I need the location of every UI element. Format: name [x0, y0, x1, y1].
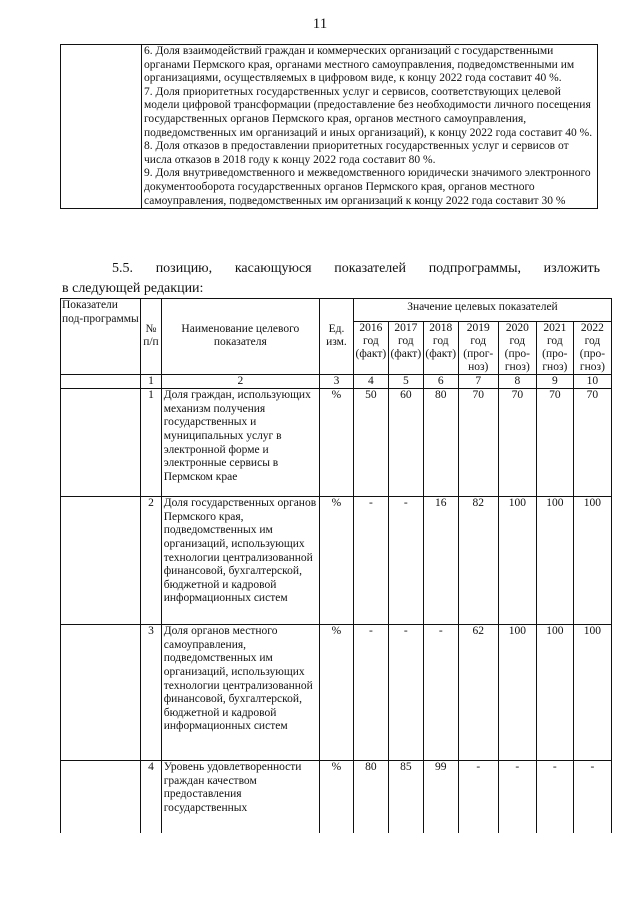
- section-lead: [62, 259, 600, 299]
- header-year-part: (факт): [355, 347, 387, 360]
- indicator-value: -: [353, 497, 388, 625]
- header-subprogram: Показатели под-программы: [61, 299, 141, 375]
- lead-word: касающуюся: [234, 261, 312, 276]
- previous-table-fragment: [60, 44, 598, 209]
- header-year-part: год: [432, 334, 449, 347]
- indicator-value: 70: [498, 389, 536, 497]
- row-number: 2: [141, 497, 162, 625]
- previous-table-blank-cell: [61, 45, 142, 209]
- previous-table-text-cell: [142, 45, 598, 209]
- indicator-name: Доля государственных органов Пермского края, подведомственных им организаций, использующих технологии централизованной финансовой, бухгалтерской, бюджетной и кадровой информационных систем: [161, 497, 319, 625]
- subprogram-cell: [61, 761, 141, 833]
- indicator-value: 82: [458, 497, 498, 625]
- lead-word: показателей: [334, 261, 406, 276]
- row-number: 1: [141, 389, 162, 497]
- indicators-table: [60, 298, 612, 833]
- indicator-value: 62: [458, 625, 498, 761]
- lead-word: подпрограммы,: [428, 261, 521, 276]
- header-year-part: (про-гноз): [542, 347, 568, 373]
- indicator-unit: %: [320, 761, 354, 833]
- header-year-2020: [498, 321, 536, 374]
- indicator-value: -: [388, 497, 423, 625]
- row-number: 3: [141, 625, 162, 761]
- header-year-2017: [388, 321, 423, 374]
- indicator-name: Доля граждан, использующих механизм получения государственных и муниципальных услуг в электронной форме и электронные сервисы в Пермском крае: [161, 389, 319, 497]
- indicator-value: -: [573, 761, 611, 833]
- indicator-text-7: 7. Доля приоритетных государственных услуг и сервисов, соответствующих целевой модели цифровой трансформации (предоставление без необходимости личного посещения государственных органов Пермского края, органов местного самоуправления, подведомственных им организаций и иных организаций), к концу 2022 года составит 40 %.: [144, 85, 593, 139]
- header-year-part: (факт): [390, 347, 422, 360]
- table-row: [61, 389, 612, 497]
- indicator-value: 100: [573, 497, 611, 625]
- header-number: № п/п: [141, 299, 162, 375]
- indicator-value: -: [388, 625, 423, 761]
- lead-word: позицию,: [155, 261, 213, 276]
- indicator-text-9: 9. Доля внутриведомственного и межведомственного юридически значимого электронного документооборота государственных органов Пермского края, органов местного самоуправления, подведомственных им организаций к концу 2022 года составит 30 %: [144, 167, 591, 207]
- header-year-2021: [536, 321, 573, 374]
- indicator-value: 80: [353, 761, 388, 833]
- indicator-value: 80: [423, 389, 458, 497]
- header-year-part: год: [546, 334, 563, 347]
- indicator-value: 99: [423, 761, 458, 833]
- indicator-unit: %: [320, 389, 354, 497]
- indicator-value: 50: [353, 389, 388, 497]
- table-row: [61, 497, 612, 625]
- header-indicator-name: Наименование целевого показателя: [161, 299, 319, 375]
- header-numbers-row: [61, 374, 612, 389]
- indicator-text-8: 8. Доля отказов в предоставлении приоритетных государственных услуг и сервисов от числа отказов в 2018 году к концу 2022 года составит 80 %.: [144, 140, 569, 166]
- indicator-unit: %: [320, 625, 354, 761]
- column-number: 2: [161, 374, 319, 389]
- indicator-value: 16: [423, 497, 458, 625]
- header-year-part: год: [584, 334, 601, 347]
- row-number: 4: [141, 761, 162, 833]
- header-year-part: год: [470, 334, 487, 347]
- header-year-part: 2022: [580, 321, 604, 334]
- indicator-unit: %: [320, 497, 354, 625]
- lead-word: изложить: [543, 261, 600, 276]
- indicator-text-6: 6. Доля взаимодействий граждан и коммерческих организаций с государственными органами Пермского края, органами местного самоуправления, подведомственными им организациями, осуществляемых в цифровом виде, к концу 2022 года составит 40 %.: [144, 45, 575, 85]
- indicator-value: -: [498, 761, 536, 833]
- header-values-group: Значение целевых показателей: [353, 299, 611, 322]
- header-year-part: 2019: [466, 321, 490, 334]
- header-year-part: год: [363, 334, 379, 347]
- header-year-part: (про-гноз): [504, 347, 530, 373]
- indicator-value: -: [458, 761, 498, 833]
- column-number: 9: [536, 374, 573, 389]
- indicator-value: 60: [388, 389, 423, 497]
- column-number-blank: [61, 374, 141, 389]
- indicator-value: 70: [536, 389, 573, 497]
- indicator-value: -: [423, 625, 458, 761]
- header-year-part: 2017: [394, 321, 418, 334]
- header-year-part: (прог-ноз): [463, 347, 494, 373]
- column-number: 3: [320, 374, 354, 389]
- header-year-2018: [423, 321, 458, 374]
- indicator-value: 100: [536, 497, 573, 625]
- indicator-value: -: [536, 761, 573, 833]
- header-year-part: (про-гноз): [579, 347, 606, 373]
- column-number: 4: [353, 374, 388, 389]
- header-year-part: 2021: [543, 321, 567, 334]
- table-row: [61, 761, 612, 833]
- header-year-part: год: [397, 334, 414, 347]
- column-number: 7: [458, 374, 498, 389]
- subprogram-cell: [61, 497, 141, 625]
- subprogram-cell: [61, 625, 141, 761]
- column-number: 10: [573, 374, 611, 389]
- column-number: 1: [141, 374, 162, 389]
- header-year-2019: [458, 321, 498, 374]
- header-year-part: 2018: [429, 321, 453, 334]
- header-year-2022: [573, 321, 611, 374]
- header-year-part: год: [509, 334, 526, 347]
- page-number: 11: [312, 16, 328, 32]
- column-number: 5: [388, 374, 423, 389]
- column-number: 6: [423, 374, 458, 389]
- indicator-value: 100: [498, 497, 536, 625]
- indicator-value: 100: [498, 625, 536, 761]
- indicator-value: 100: [536, 625, 573, 761]
- lead-line-2: в следующей редакции:: [62, 281, 204, 296]
- lead-word: 5.5.: [112, 261, 133, 276]
- indicator-value: -: [353, 625, 388, 761]
- indicator-value: 70: [573, 389, 611, 497]
- indicator-value: 70: [458, 389, 498, 497]
- table-row: [61, 625, 612, 761]
- header-year-2016: [353, 321, 388, 374]
- column-number: 8: [498, 374, 536, 389]
- header-year-part: 2016: [359, 321, 383, 334]
- indicator-name: Уровень удовлетворенности граждан качеством предоставления государственных: [161, 761, 319, 833]
- header-year-part: 2020: [505, 321, 529, 334]
- indicator-value: 85: [388, 761, 423, 833]
- header-year-part: (факт): [425, 347, 457, 360]
- subprogram-cell: [61, 389, 141, 497]
- header-unit: Ед. изм.: [320, 299, 354, 375]
- indicator-name: Доля органов местного самоуправления, подведомственных им организаций, использующих технологии централизованной финансовой, бухгалтерской, бюджетной и кадровой информационных систем: [161, 625, 319, 761]
- indicator-value: 100: [573, 625, 611, 761]
